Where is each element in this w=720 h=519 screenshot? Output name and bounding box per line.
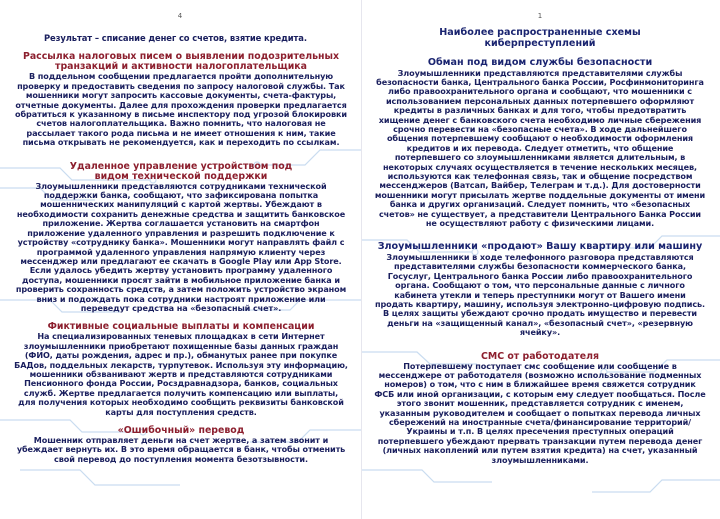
section-body-fake-payments: На специализированных теневых площадках в сети Интернет злоумышленники приобретают похищенные базы данных граждан (ФИО, даты рождения, адрес и пр.), обманутых ранее при покупке БАДов, поддельных лекарств, турпутевок. Используя эту информацию, мошенники обзванивают жертв и представляются сотрудниками Пенсионного фонда России, Росздравнадзора, банков, социальных служб. Жертве предлагается получить компенсацию или выплаты, для получения которых необходимо сообщить реквизиты банковской карты для поступления средств. bbox=[14, 331, 348, 417]
page-number-left: 4 bbox=[177, 12, 183, 20]
section-heading-fake-payments: Фиктивные социальные выплаты и компенсации bbox=[47, 321, 315, 333]
section-body-employer-sms: Потерпевшему поступает смс сообщение или сообщение в мессенджере от работодателя (возможно использование подменных номеров) о том, что с ним в ближайшее время свяжется сотрудник ФСБ или иной организации, с которым ему следует пообщаться. После этого звонит мошенник, представляется сотрудник с именем, указанным руководителем и сообщает о попытках перевода личных сбережений на иностранные счета/финансирование территорий/Украины и т.п. В целях пресечения преступных операций потерпевшего убеждают прервать транзакции путем перевода денег (личных накоплений или путем взятия кредита) на счет, указанный злоумышленниками. bbox=[374, 360, 706, 465]
section-body-mistaken-transfer: Мошенник отправляет деньги на счет жертве, а затем звонит и убеждает вернуть их. В это время обращается в банк, чтобы отменить свой перевод до поступления момента безотзывности. bbox=[16, 435, 346, 464]
section-heading-property-sale: Злоумышленники «продают» Вашу квартиру или машину bbox=[377, 241, 703, 253]
section-body-tax-letters: В поддельном сообщении предлагается пройти дополнительную проверку и предоставить сведения по запросу налоговой службы. Так мошенники могут запросить кассовые документы, счета-фактуры, отчетные документы. Далее для прохождения проверки предлагается обратиться к указанному в письме инспектору под угрозой блокировки счетов налогоплательщика. Важно помнить, что налоговая не рассылает такого рода письма и не имеет отношения к ним, такие письма открывать не рекомендуется, как и переходить по ссылкам. bbox=[15, 71, 347, 148]
page-number-right: 1 bbox=[537, 12, 543, 20]
page-title: Наиболее распространенные схемы киберпреступлений bbox=[439, 27, 641, 49]
left-page-content bbox=[6, 34, 356, 464]
section-body-remote-control: Злоумышленники представляются сотрудниками технической поддержки банка, сообщают, что зафиксирована попытка мошеннических манипуляций с картой жертвы. Убеждают в необходимости сохранить денежные средства и защитить банковское приложение. Жертва соглашается установить на смартфон приложение удаленного управления и разрешить подключение к устройству «сотруднику банка». Мошенники могут направлять файл с программой удаленного управления напрямую клиенту через мессенджер или предлагают ее скачать в Google Play или App Store. Если удалось убедить жертву установить программу удаленного доступа, мошенники просят зайти в мобильное приложение банка и проверить сохранность средств, а затем положить устройство экраном вниз и подождать пока сотрудники настроят приложение или переведут средства на «безопасный счет». bbox=[15, 180, 347, 313]
section-heading-remote-control: Удаленное управление устройством под видом технической поддержки bbox=[69, 160, 293, 182]
result-line: Результат – списание денег со счетов, взятие кредита. bbox=[44, 33, 307, 43]
section-body-property-sale: Злоумышленники в ходе телефонного разговора представляются представителями службы безопасности коммерческого банка, Госуслуг, Центрального банка России либо правоохранительного органа. Сообщают о том, что персональные данные с личного кабинета утекли и теперь преступники могут от Вашего имени продать квартиру, машину, используя электронно-цифровую подпись. В целях защиты убеждают срочно продать имущество и перевести деньги на «защищенный канал», «безопасный счет», «резервную ячейку». bbox=[374, 251, 706, 338]
section-heading-security-service: Обман под видом службы безопасности bbox=[427, 57, 653, 68]
section-heading-mistaken-transfer: «Ошибочный» перевод bbox=[117, 425, 245, 436]
section-heading-tax-letters: Рассылка налоговых писем о выявлении подозрительных транзакций и активности налогоплательщика bbox=[22, 51, 340, 73]
right-page bbox=[362, 0, 720, 519]
right-page-content bbox=[366, 28, 714, 465]
section-heading-employer-sms: СМС от работодателя bbox=[481, 350, 599, 362]
section-body-security-service: Злоумышленники представляются представителями службы безопасности банка, Центрального банка России, Росфинмониторинга либо правоохранительного органа и сообщают, что мошенники с использованием персональных данных потерпевшего оформляют кредиты в различных банках и для того, чтобы предотвратить хищение денег с банковского счета необходимо личные сбережения срочно перевести на «безопасные счета». В ходе дальнейшего общения потерпевшему сообщают о необходимости оформления кредитов и их перевода. Следует отметить, что общение потерпевшего со злоумышленниками является длительным, в некоторых случаях осуществляется в течение нескольких месяцев, используются как телефонная связь, так и общение посредством мессенджеров (Ватсап, Вайбер, Телеграм и т.д.). Для достоверности мошенники могут присылать жертве поддельные документы от имени банка и других организаций. Следует помнить, что «безопасных счетов» не существует, а представители Центрального Банка России не осуществляют работу с физическими лицами. bbox=[374, 67, 706, 228]
